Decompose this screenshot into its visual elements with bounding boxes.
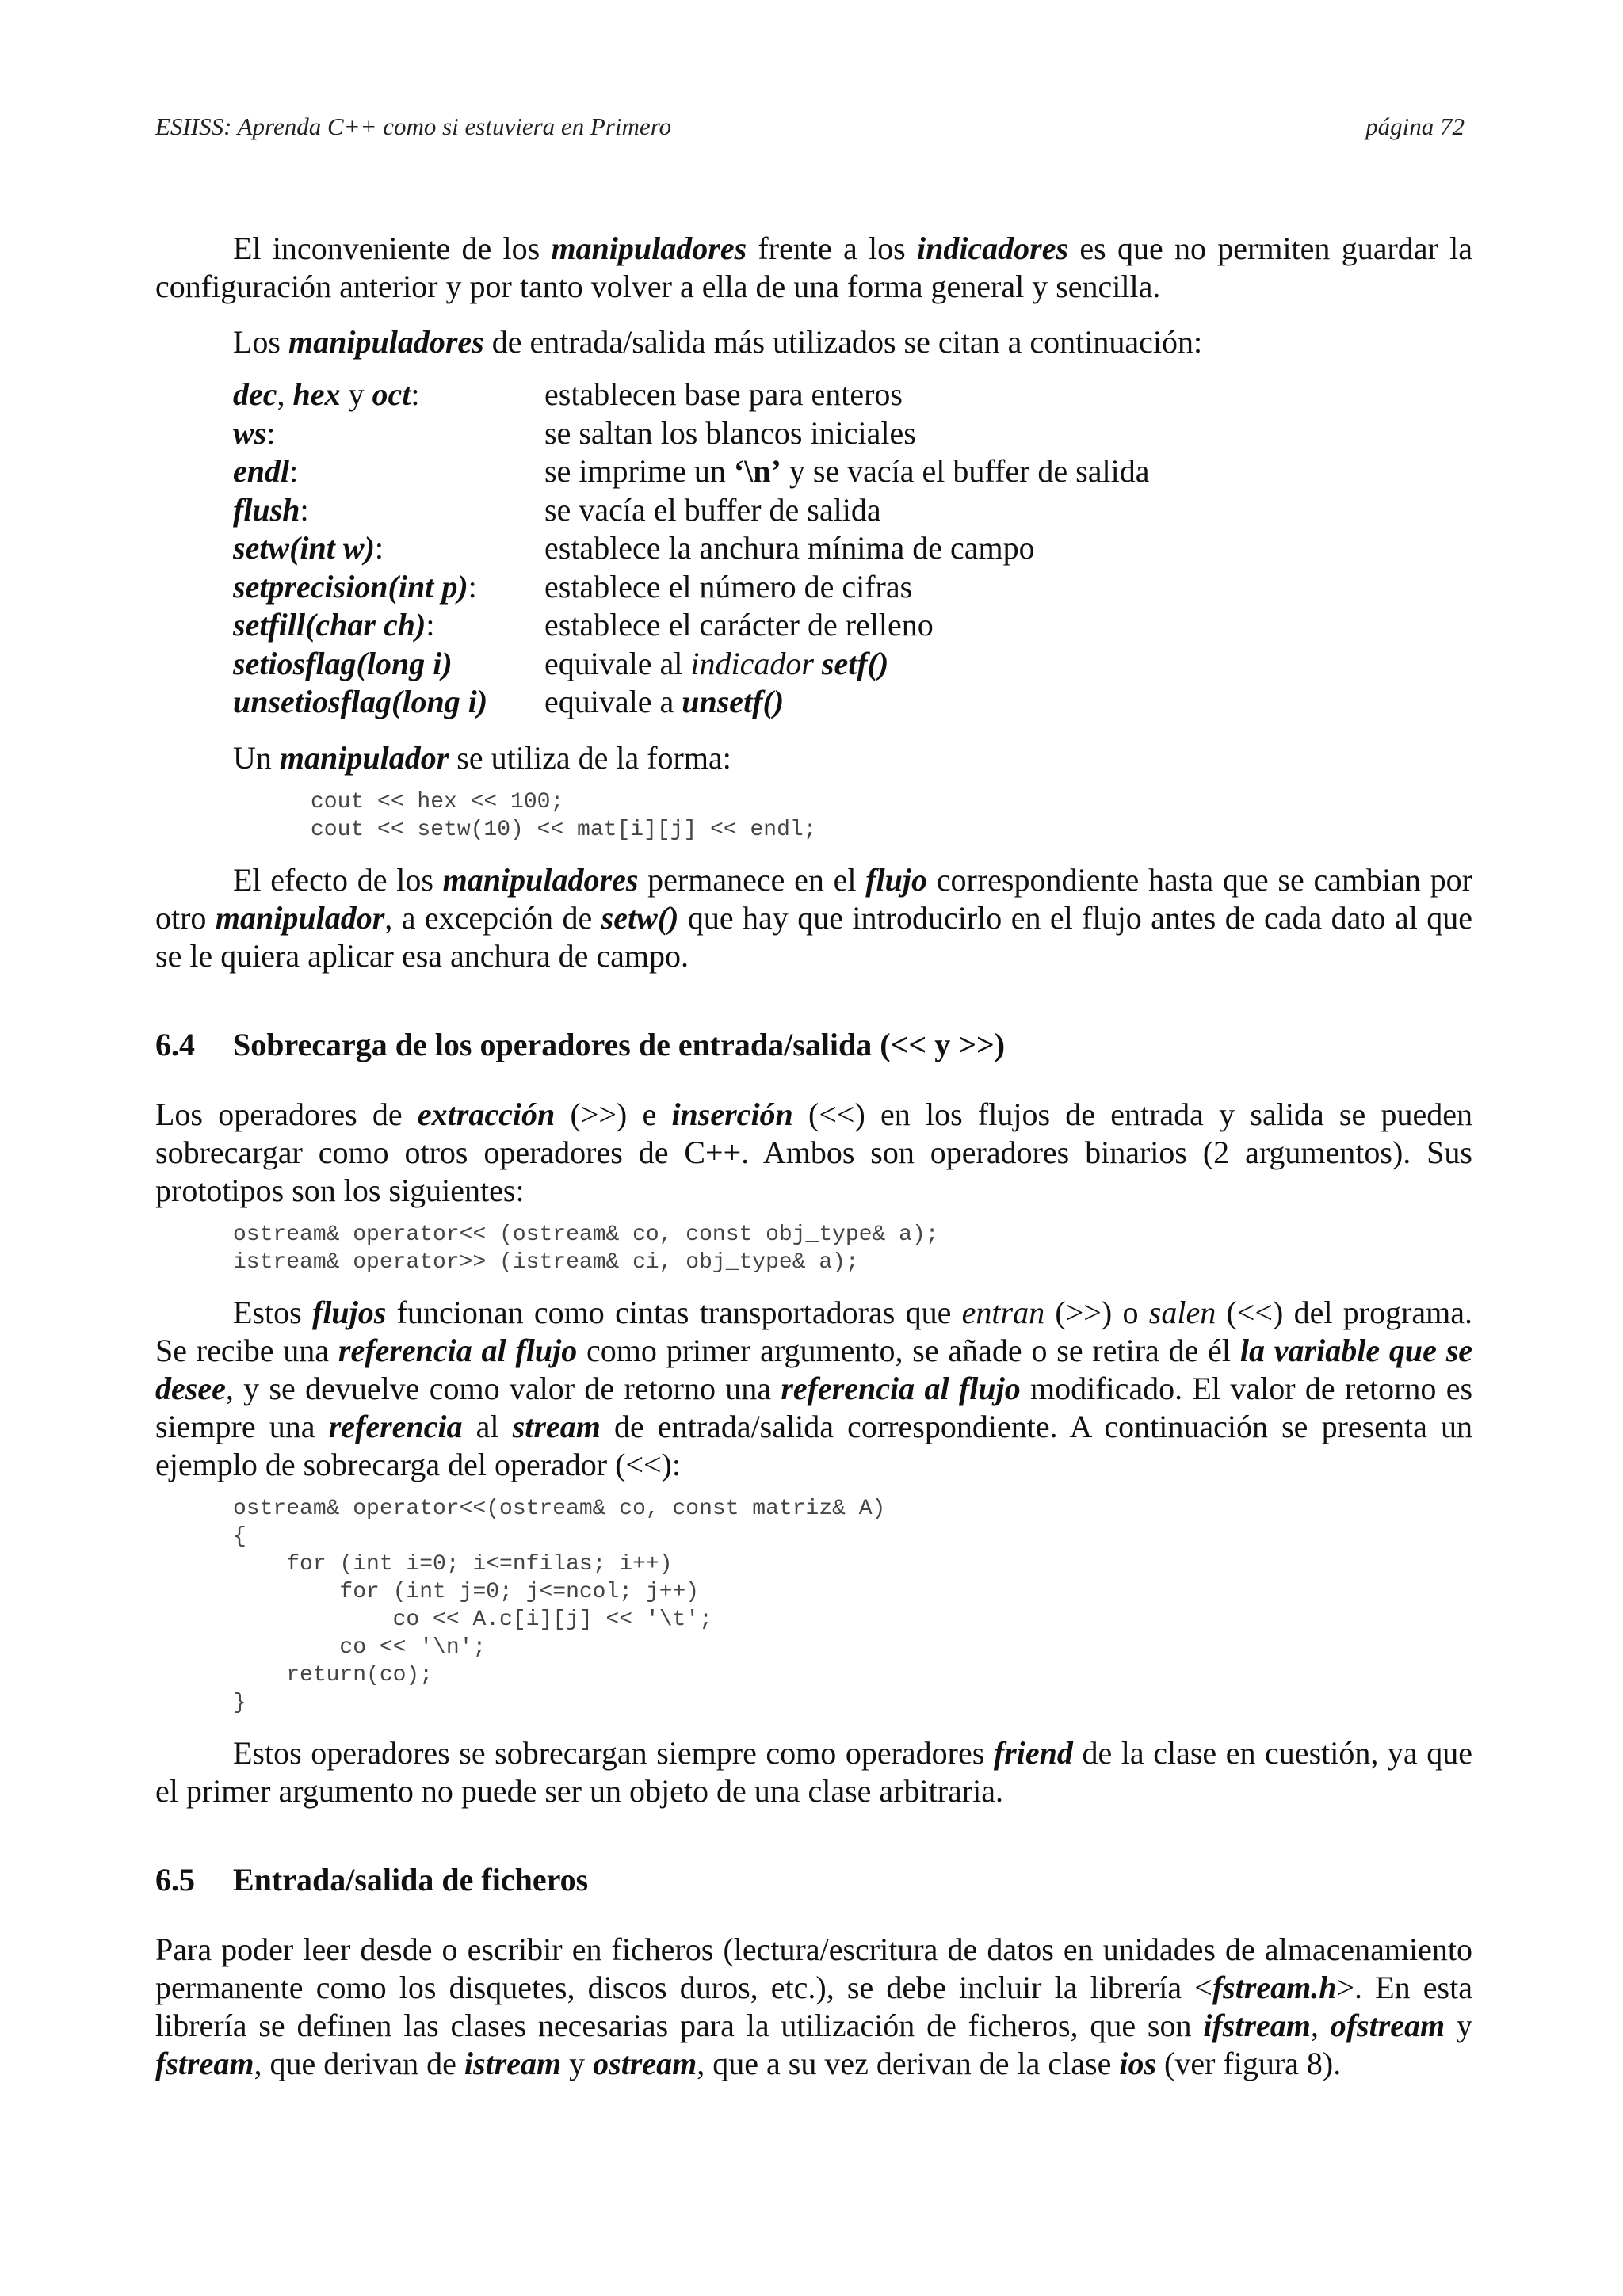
manipulator-name: unsetiosflag(long i) (233, 684, 488, 719)
manipulator-name: setw(int w): (233, 530, 384, 566)
manipulator-description: se saltan los blancos iniciales (544, 414, 916, 451)
page-content (155, 230, 1472, 2083)
manipulator-row (233, 683, 1472, 722)
manipulator-list (233, 376, 1472, 722)
paragraph-friend-operators: Estos operadores se sobrecargan siempre como operadores friend de la clase en cuestión, ya que el primer argumento no puede ser un objeto de una clase arbitraria. (155, 1734, 1473, 1809)
section-number: 6.4 (155, 1026, 195, 1062)
paragraph-file-io: Para poder leer desde o escribir en ficheros (lectura/escritura de datos en unidades de almacenamiento permanente como los disquetes, discos duros, etc.), se debe incluir la librería <fstream.h>. En esta librería se definen las clases necesarias para la utilización de ficheros, que son ifstream, ofstream y fstream, que derivan de istream y ostream, que a su vez derivan de la clase ios (ver figura 8). (155, 1931, 1473, 2081)
manipulator-description: equivale a unsetf() (544, 684, 785, 719)
manipulator-description: se imprime un ‘\n’ y se vacía el buffer de salida (544, 453, 1150, 489)
code-block-operator-prototypes: ostream& operator<< (ostream& co, const obj_type& a); istream& operator>> (istream& ci, obj_type& a); (233, 1222, 939, 1275)
paragraph-manipulator-usage: Un manipulador se utiliza de la forma: (233, 739, 731, 776)
paragraph-manipulators-intro: Los manipuladores de entrada/salida más utilizados se citan a continuación: (233, 324, 1203, 360)
manipulator-name: setfill(char ch): (233, 607, 435, 643)
section-title: Entrada/salida de ficheros (233, 1861, 589, 1897)
manipulator-description: establecen base para enteros (544, 376, 903, 412)
code-block-operator-example: ostream& operator<<(ostream& co, const matriz& A) { for (int i=0; i<=nfilas; i++) for (int j=0; j<=ncol; j++) co << A.c[i][j] << '\t'; co << '\n'; return(co); } (233, 1496, 886, 1715)
page-header (155, 113, 1465, 141)
section-number: 6.5 (155, 1861, 195, 1897)
term-manipuladores: manipuladores (288, 324, 484, 360)
manipulator-row (233, 414, 1472, 453)
manipulator-description: establece el carácter de relleno (544, 607, 934, 643)
manipulator-row (233, 529, 1472, 568)
page-number: página 72 (1365, 113, 1465, 140)
manipulator-description: establece la anchura mínima de campo (544, 530, 1035, 566)
manipulator-name: flush: (233, 491, 309, 528)
paragraph-manipulators-drawback: El inconveniente de los manipuladores frente a los indicadores es que no permiten guardar la configuración anterior y por tanto volver a ella de una forma general y sencilla. (155, 231, 1472, 304)
section-heading-6-5 (155, 1861, 1472, 1899)
manipulator-name: setprecision(int p): (233, 568, 477, 605)
term-manipulador: manipulador (279, 739, 449, 776)
manipulator-description: se vacía el buffer de salida (544, 491, 881, 528)
section-heading-6-4 (155, 1026, 1472, 1064)
manipulator-name: ws: (233, 414, 276, 451)
manipulator-row (233, 606, 1472, 645)
manipulator-row (233, 568, 1472, 607)
manipulator-description: establece el número de cifras (544, 568, 913, 605)
manipulator-name: endl: (233, 453, 299, 489)
term-manipuladores: manipuladores (551, 231, 747, 266)
paragraph-operator-overload: Los operadores de extracción (>>) e inserción (<<) en los flujos de entrada y salida se pueden sobrecargar como otros operadores de C++. Ambos son operadores binarios (2 argumentos). Sus prototipos son los siguientes: (155, 1096, 1472, 1208)
manipulator-description: equivale al indicador setf() (544, 645, 889, 681)
paragraph-manipulator-effect: El efecto de los manipuladores permanece en el flujo correspondiente hasta que se cambian por otro manipulador, a excepción de setw() que hay que introducirlo en el flujo antes de cada dato al que se le quiera aplicar esa anchura de campo. (155, 861, 1473, 974)
paragraph-streams-explanation: Estos flujos funcionan como cintas transportadoras que entran (>>) o salen (<<) del programa. Se recibe una referencia al flujo como primer argumento, se añade o se retira de él la variable que se desee, y se devuelve como valor de retorno una referencia al flujo modificado. El valor de retorno es siempre una referencia al stream de entrada/salida correspondiente. A continuación se presenta un ejemplo de sobrecarga del operador (<<): (155, 1294, 1473, 1482)
term-indicadores: indicadores (916, 231, 1069, 266)
manipulator-row (233, 645, 1472, 684)
manipulator-name: setiosflag(long i) (233, 645, 453, 681)
manipulator-row (233, 452, 1472, 491)
header-title: ESIISS: Aprenda C++ como si estuviera en Primero (155, 113, 672, 140)
manipulator-row (233, 491, 1472, 530)
code-block-manipulator-example: cout << hex << 100; cout << setw(10) << mat[i][j] << endl; (311, 789, 817, 842)
manipulator-row (233, 376, 1472, 414)
manipulator-name: dec, hex y oct: (233, 376, 420, 412)
section-title: Sobrecarga de los operadores de entrada/salida (<< y >>) (233, 1026, 1006, 1062)
